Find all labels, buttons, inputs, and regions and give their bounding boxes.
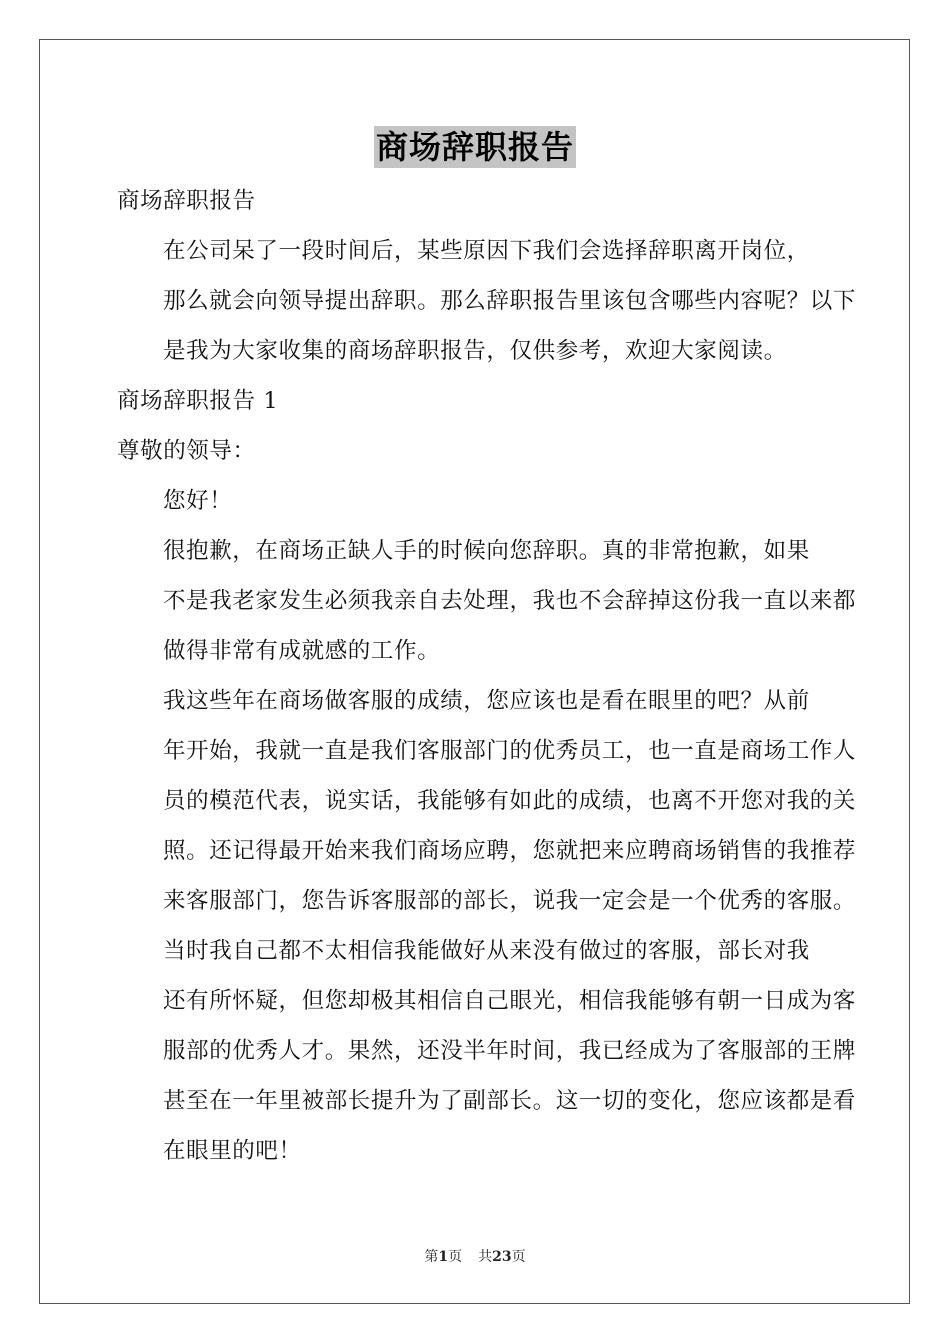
text-line: 在眼里的吧！ xyxy=(163,1138,302,1164)
text-line: 服部的优秀人才。果然，还没半年时间，我已经成为了客服部的王牌 xyxy=(163,1038,857,1064)
text-line: 年开始，我就一直是我们客服部门的优秀员工，也一直是商场工作人 xyxy=(163,738,857,764)
text-line: 在公司呆了一段时间后，某些原因下我们会选择辞职离开岗位， xyxy=(163,238,810,264)
paragraph xyxy=(117,526,857,676)
total-page-count: 23 xyxy=(492,1249,512,1265)
text-line: 甚至在一年里被部长提升为了副部长。这一切的变化，您应该都是看 xyxy=(163,1088,857,1114)
text-line: 当时我自己都不太相信我能做好从来没有做过的客服，部长对我 xyxy=(163,938,810,964)
paragraph xyxy=(117,376,833,426)
paragraph xyxy=(117,676,857,926)
text-line: 员的模范代表，说实话，我能够有如此的成绩，也离不开您对我的关 xyxy=(163,788,857,814)
paragraph xyxy=(117,176,833,226)
text-line: 来客服部门，您告诉客服部的部长，说我一定会是一个优秀的客服。 xyxy=(163,888,857,914)
text-line: 做得非常有成就感的工作。 xyxy=(163,638,441,664)
paragraph xyxy=(117,476,833,526)
paragraph xyxy=(117,226,857,376)
text-line: 我这些年在商场做客服的成绩，您应该也是看在眼里的吧？从前 xyxy=(163,688,810,714)
text-line: 不是我老家发生必须我亲自去处理，我也不会辞掉这份我一直以来都 xyxy=(163,588,857,614)
text-line: 您好！ xyxy=(163,488,233,514)
title-container xyxy=(0,126,950,168)
total-suffix: 页 xyxy=(511,1249,526,1265)
current-page-number: 1 xyxy=(438,1249,449,1265)
page-suffix: 页 xyxy=(448,1249,463,1265)
text-line: 很抱歉，在商场正缺人手的时候向您辞职。真的非常抱歉，如果 xyxy=(163,538,810,564)
text-line: 是我为大家收集的商场辞职报告，仅供参考，欢迎大家阅读。 xyxy=(163,338,787,364)
text-line: 那么就会向领导提出辞职。那么辞职报告里该包含哪些内容呢？以下 xyxy=(163,288,857,314)
page-footer xyxy=(0,1247,950,1267)
text-line: 照。还记得最开始来我们商场应聘，您就把来应聘商场销售的我推荐 xyxy=(163,838,857,864)
document-body xyxy=(117,176,857,1176)
paragraph xyxy=(117,926,857,1176)
text-line: 尊敬的领导： xyxy=(117,438,256,464)
text-line: 商场辞职报告 1 xyxy=(117,388,279,414)
document-title: 商场辞职报告 xyxy=(375,128,574,166)
paragraph xyxy=(117,426,833,476)
text-line: 商场辞职报告 xyxy=(117,188,256,214)
page-prefix: 第 xyxy=(424,1249,439,1265)
total-prefix: 共 xyxy=(478,1249,493,1265)
text-line: 还有所怀疑，但您却极其相信自己眼光，相信我能够有朝一日成为客 xyxy=(163,988,857,1014)
